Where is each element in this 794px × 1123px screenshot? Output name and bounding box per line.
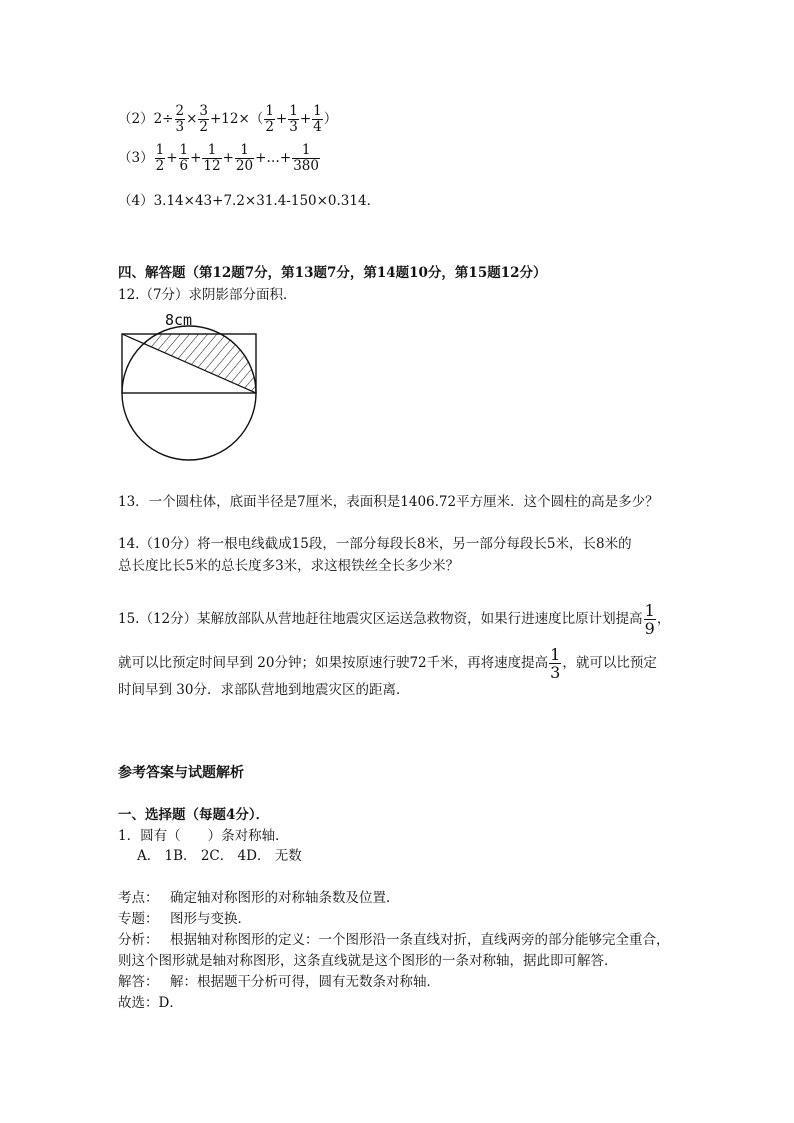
expr-text: +…+ [255,150,292,166]
denominator: 12 [203,158,221,174]
question-14-line-2: 总长度比长5米的总长度多3米，求这根铁丝全长多少米？ [118,558,460,574]
zhuanti-row [118,909,251,929]
fraction [288,104,299,135]
question-text: 15.（12分）某解放部队从营地赶往地震灾区运送急救物资，如果行进速度比原计划提高 [118,611,643,627]
calc-problem-3 [118,143,321,174]
numerator: 1 [202,143,221,159]
numerator: 1 [313,103,322,119]
calc-problem-4: （4）3.14×43+7.2×31.4-150×0.314． [118,193,381,209]
expr-text: + [299,111,312,127]
expr-text: ） [323,111,338,127]
kaodian-row [118,888,400,908]
fraction [549,646,561,681]
question-text: 就可以比预定时间早到 20分钟；如果按原速行驶72千米，再将速度提高 [118,655,549,671]
fraction [644,602,656,637]
fraction [264,104,275,135]
denominator: 9 [644,619,655,638]
jieda-row [118,972,440,992]
numerator: 1 [155,142,165,158]
question-14-line-1: 14.（10分）将一根电线截成15段，一部分每段长8米，另一部分每段长5米，长8米的 [118,536,632,552]
numerator: 1 [235,143,254,159]
fenxi-row-cont: 则这个图形就是轴对称图形，这条直线就是这个图形的一条对称轴，据此即可解答． [118,953,618,969]
fraction [175,104,186,135]
row-text: 根据轴对称图形的定义：一个图形沿一条直线对折，直线两旁的部分能够完全重合， [170,932,670,948]
question-text: ， [656,611,671,627]
question-13: 13．一个圆柱体，底面半径是7厘米，表面积是1406.72平方厘米．这个圆柱的高是多少？ [118,494,659,510]
denominator: 380 [293,158,319,174]
expr-text: + [222,150,234,166]
expr-text: +12×（ [210,111,264,127]
section-heading: 四、解答题（第12题7分，第13题7分，第14题10分，第15题12分） [118,265,547,281]
numerator: 1 [289,103,298,119]
expr-text: + [166,150,178,166]
numerator: 1 [179,142,189,158]
denominator: 2 [265,119,274,135]
question-15-line-3: 时间早到 30分．求部队营地到地震灾区的距离． [118,682,410,698]
denominator: 3 [289,119,298,135]
row-text: 解：根据题干分析可得，圆有无数条对称轴． [170,974,440,990]
answers-section-1: 一、选择题（每题4分）． [118,807,270,823]
numerator: 1 [644,601,655,620]
row-label: 考点： [118,890,159,906]
answer-question-1: 1．圆有（ ）条对称轴． [118,828,289,844]
row-text: 图形与变换． [170,911,251,927]
denominator: 20 [235,158,254,174]
fraction [179,143,190,174]
row-label: 专题： [118,911,159,927]
fraction [312,104,323,135]
denominator: 3 [175,119,185,135]
question-15-line-1 [118,602,670,637]
numerator: 3 [199,103,208,119]
fraction [202,143,221,174]
expr-text: 2÷ [153,111,174,127]
question-text: ，就可以比预定 [562,655,657,671]
problem-number: （3） [118,150,154,166]
denominator: 6 [179,158,189,174]
numerator: 1 [292,143,320,159]
dimension-label: 8cm [165,311,193,329]
fraction [198,104,209,135]
calc-problem-2 [118,104,337,135]
denominator: 2 [155,158,165,174]
question-12: 12.（7分）求阴影部分面积． [118,287,297,303]
numerator: 1 [265,103,274,119]
problem-number: （2） [118,111,154,127]
fraction [155,143,166,174]
denominator: 2 [199,119,208,135]
answer-options: A． 1B． 2C． 4D． 无数 [137,848,302,864]
numerator: 1 [550,645,561,664]
row-text: 确定轴对称图形的对称轴条数及位置． [170,890,400,906]
answers-title: 参考答案与试题解析 [118,765,244,781]
row-label: 分析： [118,932,159,948]
final-answer: 故选：D． [118,995,183,1011]
denominator: 3 [550,663,561,682]
shaded-area-figure [118,310,260,468]
question-15-line-2 [118,646,657,681]
denominator: 4 [313,119,322,135]
expr-text: + [275,111,288,127]
fraction [235,143,254,174]
expr-text: × [186,111,198,127]
fraction [292,143,320,174]
expr-text: + [190,150,202,166]
numerator: 2 [175,103,185,119]
fenxi-row [118,930,670,950]
row-label: 解答： [118,974,159,990]
